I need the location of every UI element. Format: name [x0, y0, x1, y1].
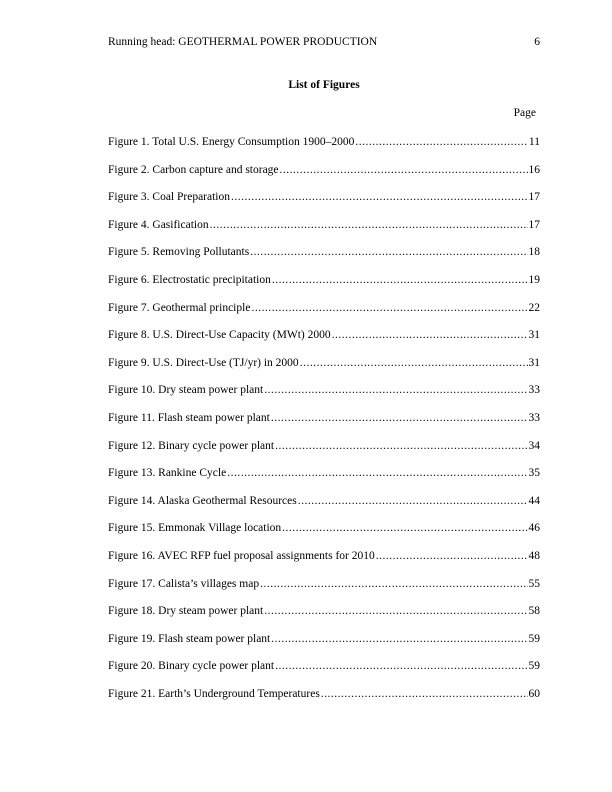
- dot-leader: [271, 412, 528, 424]
- dot-leader: [210, 219, 528, 231]
- figure-list-item[interactable]: [108, 191, 540, 219]
- dot-leader: [264, 605, 527, 617]
- page-header: [108, 36, 540, 52]
- page-column-label: Page: [513, 107, 536, 119]
- figure-page-number: 19: [528, 273, 540, 286]
- dot-leader: [260, 578, 527, 590]
- figure-list-item[interactable]: [108, 688, 540, 716]
- figure-page-number: 16: [528, 163, 540, 176]
- figure-title: Figure 12. Binary cycle power plant: [108, 439, 275, 452]
- dot-leader: [275, 440, 527, 452]
- figure-page-number: 33: [528, 384, 540, 397]
- figure-title: Figure 9. U.S. Direct-Use (TJ/yr) in 2000: [108, 356, 299, 369]
- figure-title: Figure 16. AVEC RFP fuel proposal assignments for 2010: [108, 549, 375, 562]
- figure-title: Figure 13. Rankine Cycle: [108, 467, 227, 480]
- page-title: List of Figures: [288, 79, 360, 91]
- figure-title: Figure 1. Total U.S. Energy Consumption 1900–2000: [108, 136, 355, 148]
- dot-leader: [227, 467, 527, 479]
- dot-leader: [300, 357, 528, 369]
- figure-list-item[interactable]: [108, 164, 540, 192]
- figure-list-item[interactable]: [108, 495, 540, 523]
- figure-page-number: 31: [528, 329, 540, 342]
- figure-list-item[interactable]: [108, 550, 540, 578]
- figure-page-number: 55: [528, 577, 540, 590]
- figure-title: Figure 15. Emmonak Village location: [108, 522, 282, 535]
- figure-title: Figure 10. Dry steam power plant: [108, 384, 264, 397]
- dot-leader: [231, 191, 527, 203]
- dot-leader: [250, 246, 527, 258]
- figure-title: Figure 20. Binary cycle power plant: [108, 660, 275, 673]
- dot-leader: [376, 550, 528, 562]
- page-number: 6: [534, 36, 540, 48]
- figure-list-item[interactable]: [108, 136, 540, 164]
- figure-title: Figure 2. Carbon capture and storage: [108, 163, 279, 176]
- figure-page-number: 60: [528, 687, 540, 700]
- figure-title: Figure 18. Dry steam power plant: [108, 605, 264, 618]
- figure-list-item[interactable]: [108, 219, 540, 247]
- figure-page-number: 59: [528, 660, 540, 673]
- figure-list-item[interactable]: [108, 246, 540, 274]
- figure-title: Figure 6. Electrostatic precipitation: [108, 273, 271, 286]
- figure-page-number: 59: [528, 632, 540, 645]
- dot-leader: [264, 384, 527, 396]
- figure-page-number: 22: [528, 301, 540, 314]
- figure-list-item[interactable]: [108, 633, 540, 661]
- figure-page-number: 44: [528, 494, 540, 507]
- dot-leader: [275, 660, 527, 672]
- figure-list-item[interactable]: [108, 329, 540, 357]
- figure-title: Figure 4. Gasification: [108, 218, 209, 231]
- figure-list: [108, 136, 540, 715]
- figure-list-item[interactable]: [108, 467, 540, 495]
- figure-title: Figure 8. U.S. Direct-Use Capacity (MWt) 2000: [108, 329, 331, 342]
- figure-title: Figure 11. Flash steam power plant: [108, 411, 270, 424]
- figure-title: Figure 3. Coal Preparation: [108, 191, 231, 204]
- running-head: Running head: GEOTHERMAL POWER PRODUCTION: [108, 36, 378, 48]
- figure-page-number: 31: [528, 356, 540, 369]
- figure-title: Figure 21. Earth’s Underground Temperatures: [108, 687, 320, 700]
- figure-title: Figure 5. Removing Pollutants: [108, 246, 250, 259]
- figure-list-item[interactable]: [108, 605, 540, 633]
- figure-list-item[interactable]: [108, 274, 540, 302]
- figure-title: Figure 17. Calista’s villages map: [108, 577, 260, 590]
- figure-page-number: 17: [528, 191, 540, 204]
- dot-leader: [280, 164, 528, 176]
- figure-list-item[interactable]: [108, 357, 540, 385]
- figure-title: Figure 14. Alaska Geothermal Resources: [108, 494, 297, 507]
- figure-page-number: 46: [528, 522, 540, 535]
- dot-leader: [272, 274, 528, 286]
- dot-leader: [251, 302, 527, 314]
- figure-list-item[interactable]: [108, 660, 540, 688]
- figure-page-number: 11: [528, 136, 540, 148]
- figure-list-item[interactable]: [108, 440, 540, 468]
- dot-leader: [271, 633, 527, 645]
- dot-leader: [332, 329, 528, 341]
- figure-page-number: 33: [528, 411, 540, 424]
- figure-page-number: 18: [528, 246, 540, 259]
- figure-list-item[interactable]: [108, 412, 540, 440]
- dot-leader: [321, 688, 528, 700]
- figure-list-item[interactable]: [108, 578, 540, 606]
- dot-leader: [282, 522, 527, 534]
- figure-page-number: 17: [528, 218, 540, 231]
- figure-page-number: 48: [528, 549, 540, 562]
- figure-list-item[interactable]: [108, 302, 540, 330]
- figure-list-item[interactable]: [108, 522, 540, 550]
- figure-list-item[interactable]: [108, 384, 540, 412]
- figure-page-number: 58: [528, 605, 540, 618]
- figure-title: Figure 19. Flash steam power plant: [108, 632, 271, 645]
- figure-page-number: 35: [528, 467, 540, 480]
- dot-leader: [355, 136, 528, 148]
- dot-leader: [298, 495, 528, 507]
- figure-title: Figure 7. Geothermal principle: [108, 301, 251, 314]
- figure-page-number: 34: [528, 439, 540, 452]
